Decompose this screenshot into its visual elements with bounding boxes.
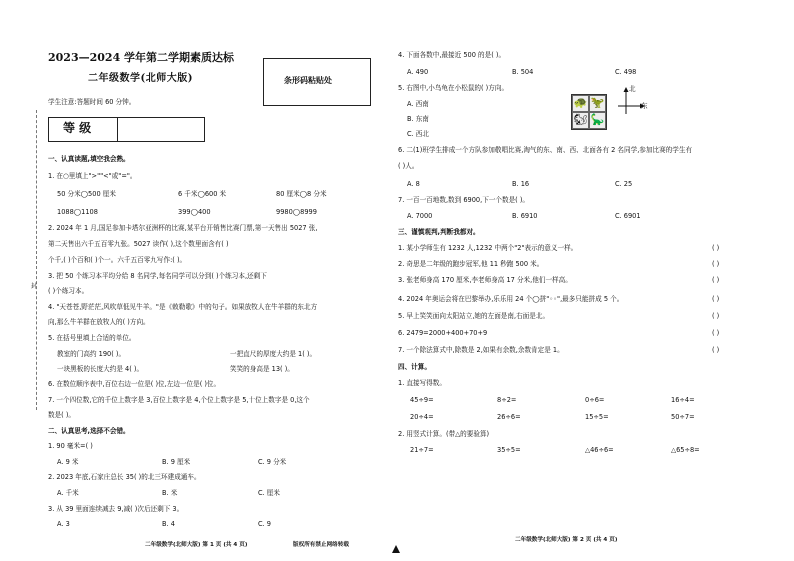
compass-north-label: 北 — [629, 85, 636, 93]
choice-1: 1. 90 毫米=( ) — [48, 442, 93, 450]
choice-2-opt-b: B. 米 — [162, 489, 178, 497]
question-5: 5. 在括号里填上合适的单位。 — [48, 334, 136, 342]
section-4-heading: 四、计算。 — [398, 363, 431, 371]
choice-2: 2. 2023 年底,石家庄总长 35( )的北三环建成通车。 — [48, 473, 201, 481]
choice-2-opt-a: A. 千米 — [57, 489, 79, 497]
exam-title: 2023—2024 学年第二学期素质达标 — [48, 51, 235, 64]
choice-3-opt-a: A. 3 — [57, 520, 70, 528]
choice-2-opt-c: C. 厘米 — [258, 489, 280, 497]
vertical-calc-3: △46÷6= — [585, 446, 614, 454]
q1-item-5: 399◯400 — [178, 208, 211, 216]
compass-east-label: 东 — [641, 102, 648, 110]
choice-6-line-1: 6. 二(1)班学生排成一个方队参加敬唱比赛,淘气的东、南、西、北面各有 2 名同学,参加比赛的学生有 — [398, 146, 693, 154]
exam-subtitle: 二年级数学(北师大版) — [88, 73, 193, 84]
judge-7: 7. 一个除法算式中,除数是 2,如果有余数,余数肯定是 1。 — [398, 346, 564, 354]
judge-6-paren: ( ) — [712, 329, 720, 337]
q5-item-c: 一块黑板的长度大约是 4( )。 — [57, 365, 144, 373]
judge-1-paren: ( ) — [712, 244, 720, 252]
choice-7-opt-c: C. 6901 — [615, 212, 641, 220]
page-1-footer: 二年级数学(北师大版) 第 1 页 (共 4 页) — [145, 542, 248, 548]
question-1: 1. 在○里填上">""<"或"="。 — [48, 172, 137, 180]
section-1-heading: 一、认真读题,填空我会熟。 — [48, 155, 130, 163]
calc-r2-4: 50÷7= — [671, 413, 695, 421]
judge-7-paren: ( ) — [712, 346, 720, 354]
barcode-label: 条形码粘贴处 — [284, 76, 332, 85]
calc-r2-3: 15÷5= — [585, 413, 609, 421]
judge-5-paren: ( ) — [712, 312, 720, 320]
turtle-icon: 🐢 — [572, 95, 589, 112]
question-6: 6. 在数位顺序表中,百位右边一位是( )位,左边一位是( )位。 — [48, 380, 221, 388]
vertical-calc-4: △65÷8= — [671, 446, 700, 454]
choice-3-opt-b: B. 4 — [162, 520, 175, 528]
q5-item-d: 笑笑的身高是 13( )。 — [230, 365, 294, 373]
q1-item-1: 50 分米◯500 厘米 — [57, 190, 116, 198]
question-2-line-3: 个千,( )个百和( )个一。六千五百零九写作:( )。 — [48, 256, 187, 264]
judge-2: 2. 奇思是二年级的跑步冠军,他 11 秒跑 500 米。 — [398, 260, 544, 268]
page-2-footer: 二年级数学(北师大版) 第 2 页 (共 4 页) — [515, 537, 618, 543]
choice-7-opt-b: B. 6910 — [512, 212, 538, 220]
choice-4: 4. 下面各数中,最接近 500 的是( )。 — [398, 51, 506, 59]
calc-1-heading: 1. 直接写得数。 — [398, 379, 446, 387]
dinosaur-icon-2: 🦕 — [589, 112, 606, 129]
judge-3: 3. 张老师身高 170 厘米,李老师身高 17 分米,他们一样高。 — [398, 276, 572, 284]
q1-item-2: 6 千米◯600 米 — [178, 190, 227, 198]
binding-line — [36, 110, 37, 410]
calc-r1-2: 8÷2= — [497, 396, 517, 404]
question-7-line-1: 7. 一个四位数,它的千位上数字是 3,百位上数字是 4,个位上数字是 5,十位上数字是 0,这个 — [48, 396, 310, 404]
question-3-line-2: ( )个练习本。 — [48, 287, 89, 295]
q1-item-6: 9980◯8999 — [276, 208, 317, 216]
q5-item-b: 一把直尺的厚度大约是 1( )。 — [230, 350, 317, 358]
judge-4-paren: ( ) — [712, 295, 720, 303]
animal-grid-image — [571, 94, 607, 130]
judge-6: 6. 2479=2000+400+70+9 — [398, 329, 488, 337]
choice-3: 3. 从 39 里面连续减去 9,减( )次后还剩下 3。 — [48, 505, 184, 513]
choice-5: 5. 右图中,小鸟龟在小松鼠的( )方向。 — [398, 84, 509, 92]
choice-7: 7. 一百一百地数,数到 6900,下一个数是( )。 — [398, 196, 530, 204]
judge-4: 4. 2024 年奥运会将在巴黎举办,乐乐用 24 个◯拼"◦◦",最多只能拼成 5 个。 — [398, 295, 624, 303]
grade-label: 等 级 — [63, 121, 92, 135]
calc-r1-4: 16÷4= — [671, 396, 695, 404]
calc-r1-1: 45÷9= — [410, 396, 434, 404]
choice-1-opt-b: B. 9 厘米 — [162, 458, 191, 466]
choice-4-opt-b: B. 504 — [512, 68, 534, 76]
question-2-line-1: 2. 2024 年 1 月,国足参加卡塔尔亚洲杯的比赛,某平台开销售比赛门票,第一天售出 5027 张, — [48, 224, 318, 232]
question-3-line-1: 3. 把 50 个练习本平均分给 8 名同学,每名同学可以分到( )个练习本,还剩下 — [48, 272, 267, 280]
calc-r1-3: 0÷6= — [585, 396, 605, 404]
choice-1-opt-c: C. 9 分米 — [258, 458, 287, 466]
choice-6-opt-a: A. 8 — [407, 180, 420, 188]
squirrel-icon: 🐿 — [572, 112, 589, 129]
choice-1-opt-a: A. 9 米 — [57, 458, 79, 466]
question-4-line-2: 向,那么牛羊群在放牧人的( )方向。 — [48, 318, 150, 326]
section-2-heading: 二、认真思考,选择不会错。 — [48, 427, 130, 435]
choice-4-opt-c: C. 498 — [615, 68, 637, 76]
margin-seal-char: 封 — [31, 283, 38, 290]
choice-4-opt-a: A. 490 — [407, 68, 429, 76]
vertical-calc-2: 35÷5= — [497, 446, 521, 454]
grade-label-cell — [49, 118, 118, 141]
q1-item-4: 1088◯1108 — [57, 208, 98, 216]
judge-3-paren: ( ) — [712, 276, 720, 284]
q1-item-3: 80 厘米◯8 分米 — [276, 190, 327, 198]
choice-5-opt-b: B. 东南 — [407, 115, 429, 123]
barcode-area — [263, 58, 371, 106]
q5-item-a: 教室的门高约 190( )。 — [57, 350, 126, 358]
student-notice: 学生注意:答题时间 60 分钟。 — [48, 98, 136, 106]
vertical-calc-1: 21÷7= — [410, 446, 434, 454]
judge-1: 1. 某小学师生有 1232 人,1232 中两个"2"表示的意义一样。 — [398, 244, 578, 252]
judge-2-paren: ( ) — [712, 260, 720, 268]
choice-5-opt-c: C. 西北 — [407, 130, 429, 138]
calc-2-heading: 2. 用竖式计算。(带△的要验算) — [398, 430, 490, 438]
choice-6-opt-c: C. 25 — [615, 180, 633, 188]
grade-box — [48, 117, 205, 142]
dinosaur-icon: 🦖 — [589, 95, 606, 112]
question-4-line-1: 4. "天苍苍,野茫茫,风吹草低见牛羊。"是《敕勒歌》中的句子。如果放牧人在牛羊群的东北方 — [48, 303, 318, 311]
choice-5-opt-a: A. 西南 — [407, 100, 429, 108]
choice-7-opt-a: A. 7000 — [407, 212, 433, 220]
copyright-notice: 版权所有禁止网络转载 — [293, 542, 349, 548]
compass-north-arrow — [624, 87, 629, 92]
choice-3-opt-c: C. 9 — [258, 520, 271, 528]
question-7-line-2: 数是( )。 — [48, 411, 76, 419]
calc-r2-1: 20÷4= — [410, 413, 434, 421]
judge-5: 5. 早上笑笑面向太阳站立,她的左面是南,右面是北。 — [398, 312, 550, 320]
calc-r2-2: 26÷6= — [497, 413, 521, 421]
choice-6-opt-b: B. 16 — [512, 180, 530, 188]
question-2-line-2: 第二天售出六千五百零九张。5027 读作( ),这个数里面含有( ) — [48, 240, 229, 248]
page-triangle-icon — [392, 545, 400, 553]
section-3-heading: 三、谨慎观判,判断我都对。 — [398, 228, 480, 236]
choice-6-line-2: ( )人。 — [398, 162, 419, 170]
